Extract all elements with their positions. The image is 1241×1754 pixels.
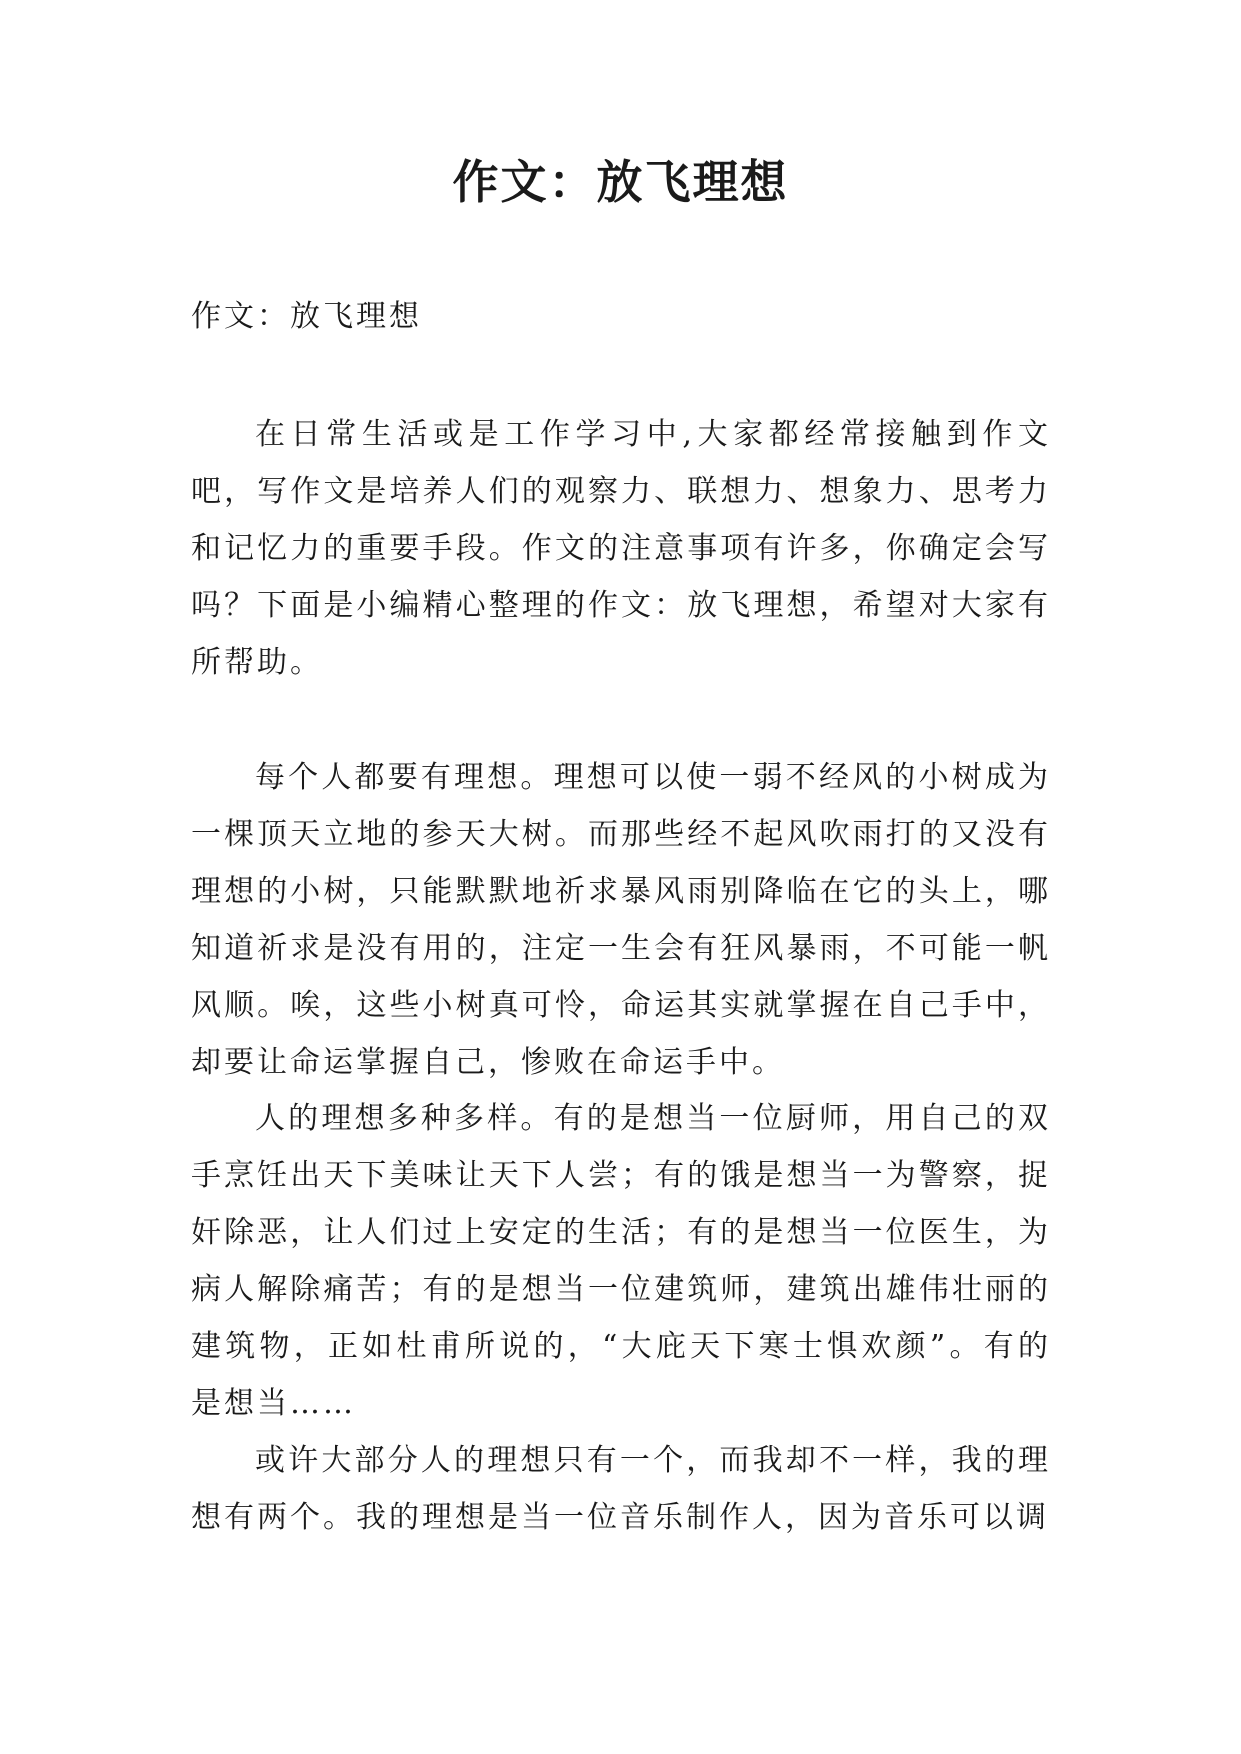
paragraph-ideals-variety: 人的理想多种多样。有的是想当一位厨师，用自己的双手烹饪出天下美味让天下人尝；有的饿是想当一为警察，捉奸除恶，让人们过上安定的生活；有的是想当一位医生，为病人解除痛苦；有的是想当一位建筑师，建筑出雄伟壮丽的建筑物，正如杜甫所说的，“大庇天下寒士惧欢颜”。有的是想当…… bbox=[191, 1101, 1051, 1421]
paragraph-intro: 在日常生活或是工作学习中,大家都经常接触到作文吧，写作文是培养人们的观察力、联想力、想象力、思考力和记忆力的重要手段。作文的注意事项有许多，你确定会写吗？下面是小编精心整理的作文：放飞理想，希望对大家有所帮助。 bbox=[191, 417, 1051, 680]
document-title: 作文：放飞理想 bbox=[452, 155, 789, 209]
paragraph-ideals-importance: 每个人都要有理想。理想可以使一弱不经风的小树成为一棵顶天立地的参天大树。而那些经不起风吹雨打的又没有理想的小树，只能默默地祈求暴风雨别降临在它的头上，哪知道祈求是没有用的，注定一生会有狂风暴雨，不可能一帆风顺。唉，这些小树真可怜，命运其实就掌握在自己手中，却要让命运掌握自己，惨败在命运手中。 bbox=[191, 760, 1051, 1080]
paragraph-my-ideals: 或许大部分人的理想只有一个，而我却不一样，我的理想有两个。我的理想是当一位音乐制作人，因为音乐可以调 bbox=[191, 1443, 1051, 1535]
document-subtitle: 作文：放飞理想 bbox=[191, 299, 422, 334]
